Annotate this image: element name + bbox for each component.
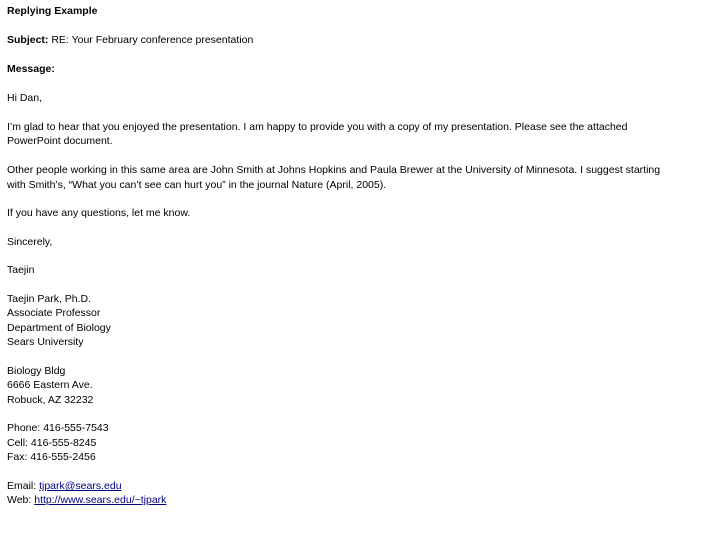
cell-number: Cell: 416-555-8245 <box>7 437 97 449</box>
first-name: Taejin <box>7 264 35 276</box>
email-label: Email: <box>7 480 40 492</box>
address-city: Robuck, AZ 32232 <box>7 394 94 406</box>
web-line <box>7 493 166 508</box>
signature-university: Sears University <box>7 336 84 348</box>
address-street: 6666 Eastern Ave. <box>7 379 93 391</box>
paragraph-1-line-2: PowerPoint document. <box>7 135 113 147</box>
paragraph-2-line-2: with Smith’s, “What you can’t see can hurt you” in the journal Nature (April, 2005). <box>7 179 387 191</box>
email-line <box>7 479 122 494</box>
closing: Sincerely, <box>7 236 53 248</box>
signature-name: Taejin Park, Ph.D. <box>7 293 92 305</box>
subject-label: Subject: <box>7 34 49 46</box>
fax-number: Fax: 416-555-2456 <box>7 451 96 463</box>
paragraph-3: If you have any questions, let me know. <box>7 207 191 219</box>
phone-number: Phone: 416-555-7543 <box>7 422 109 434</box>
message-label: Message: <box>7 63 55 75</box>
greeting: Hi Dan, <box>7 92 43 104</box>
signature-department: Department of Biology <box>7 322 111 334</box>
web-link[interactable]: http://www.sears.edu/~tjpark <box>34 494 167 506</box>
web-label: Web: <box>7 494 35 506</box>
address-building: Biology Bldg <box>7 365 66 377</box>
signature-position: Associate Professor <box>7 307 101 319</box>
subject-text: RE: Your February conference presentation <box>51 34 254 46</box>
paragraph-1-line-1: I’m glad to hear that you enjoyed the presentation. I am happy to provide you with a copy of my presentation. Please see the attached <box>7 121 628 133</box>
subject-line <box>7 33 253 48</box>
email-link[interactable]: tjpark@sears.edu <box>39 480 122 492</box>
document-title: Replying Example <box>7 5 98 17</box>
paragraph-2-line-1: Other people working in this same area are John Smith at Johns Hopkins and Paula Brewer at the University of Minnesota. I suggest starting <box>7 164 661 176</box>
